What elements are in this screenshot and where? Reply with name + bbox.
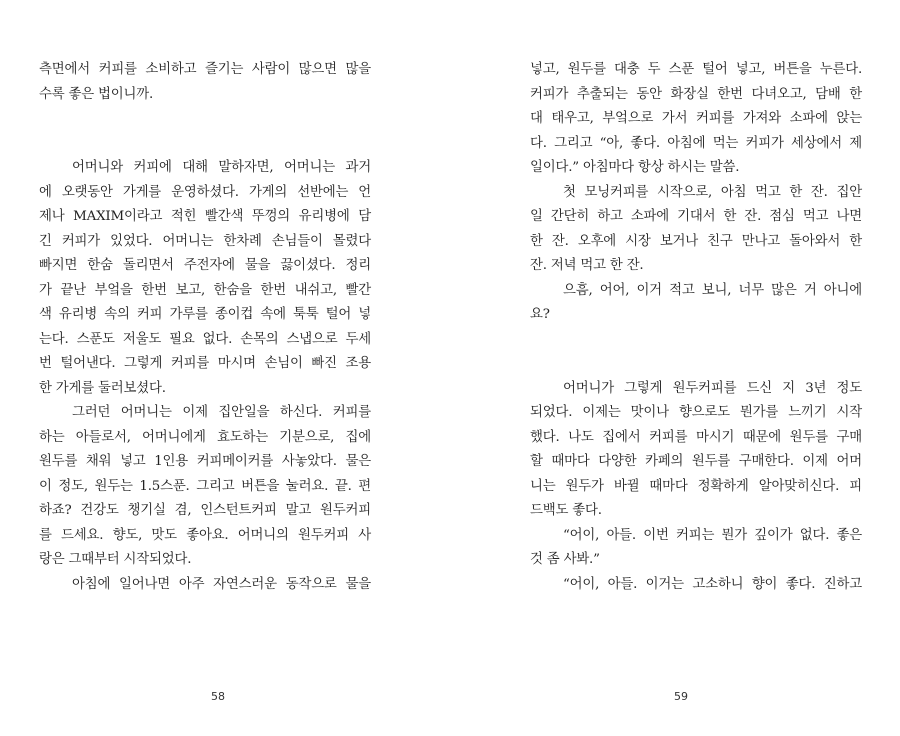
text-line: 측면에서 커피를 소비하고 즐기는 사람이 많으면 많을 [39, 62, 371, 77]
text-line: 는다. 스푼도 저울도 필요 없다. 손목의 스냅으로 두세 [39, 331, 371, 347]
text-line: 되었다. 이제는 맛이나 향으로도 뭔가를 느끼기 시작 [530, 405, 862, 420]
text-line [530, 352, 862, 377]
text-line: 아침에 일어나면 아주 자연스러운 동작으로 물을 [72, 576, 371, 592]
text-line: 빠지면 한숨 돌리면서 주전자에 물을 끓이셨다. 정리 [39, 258, 371, 273]
text-line: 드백도 좋다. [530, 503, 602, 518]
text-line: 가 끝난 부엌을 한번 보고, 한숨을 한번 내쉬고, 빨간 [39, 282, 371, 298]
text-line: 할 때마다 다양한 카페의 원두를 구매한다. 이제 어머 [530, 454, 862, 469]
text-line: 한 가게를 둘러보셨다. [39, 380, 166, 396]
text-line: 커피가 추출되는 동안 화장실 한번 다녀오고, 담배 한 [530, 86, 862, 102]
right-page-number: 59 [674, 690, 688, 703]
text-line [530, 328, 862, 353]
text-line: 다. 그리고 “아, 좋다. 아침에 먹는 커피가 세상에서 제 [530, 135, 862, 151]
text-line: 에 오랫동안 가게를 운영하셨다. 가게의 선반에는 언 [39, 184, 371, 200]
text-line: 것 좀 사봐.” [530, 552, 600, 567]
text-line: 으흠, 어어, 이거 적고 보니, 너무 많은 거 아니에 [563, 282, 862, 298]
text-line: 넣고, 원두를 대충 두 스푼 털어 넣고, 버튼을 누른다. [530, 62, 862, 77]
text-line: 원두를 채워 넣고 1인용 커피메이커를 사놓았다. 물은 [39, 454, 371, 469]
text-line: “어이, 아들. 이번 커피는 뭔가 깊이가 없다. 좋은 [563, 527, 862, 543]
text-line: 를 드세요. 향도, 맛도 좋아요. 어머니의 원두커피 사 [39, 527, 371, 543]
text-line: 수록 좋은 법이니까. [39, 86, 154, 102]
text-line: 한 잔. 오후에 시장 보거나 친구 만나고 돌아와서 한 [530, 233, 862, 249]
text-line: 랑은 그때부터 시작되었다. [39, 552, 192, 567]
text-line: 첫 모닝커피를 시작으로, 아침 먹고 한 잔. 집안 [563, 184, 862, 200]
text-line: 요? [530, 307, 550, 322]
text-line [39, 132, 371, 157]
text-line: 일이다.” 아침마다 항상 하시는 말씀. [530, 160, 740, 175]
text-line: 이 정도, 원두는 1.5스푼. 그리고 버튼을 눌러요. 끝. 편 [39, 478, 371, 494]
text-line: 제나 MAXIM이라고 적힌 빨간색 뚜껑의 유리병에 담 [39, 209, 371, 224]
text-line: 잔. 저녁 먹고 한 잔. [530, 258, 644, 273]
text-line: 하죠? 건강도 챙기실 겸, 인스턴트커피 말고 원두커피 [39, 503, 371, 518]
text-line: 그러던 어머니는 이제 집안일을 하신다. 커피를 [72, 405, 371, 420]
text-line [39, 107, 371, 132]
text-line: 하는 아들로서, 어머니에게 효도하는 기분으로, 집에 [39, 429, 371, 445]
text-line: “어이, 아들. 이거는 고소하니 향이 좋다. 진하고 [563, 576, 862, 592]
left-page-number: 58 [211, 690, 225, 703]
text-line: 했다. 나도 집에서 커피를 마시기 때문에 원두를 구매 [530, 429, 862, 445]
text-line: 긴 커피가 있었다. 어머니는 한차례 손님들이 몰렸다 [39, 233, 371, 249]
text-line: 어머니와 커피에 대해 말하자면, 어머니는 과거 [72, 160, 371, 175]
left-page [39, 58, 371, 597]
text-line: 일 간단히 하고 소파에 기대서 한 잔. 점심 먹고 나면 [530, 209, 862, 224]
text-line: 대 태우고, 부엌으로 가서 커피를 가져와 소파에 앉는 [530, 111, 862, 126]
text-line: 니는 원두가 바뀔 때마다 정확하게 알아맞히신다. 피 [530, 478, 862, 494]
right-page [530, 58, 862, 597]
text-line: 번 털어낸다. 그렇게 커피를 마시며 손님이 빠진 조용 [39, 356, 371, 371]
text-line: 색 유리병 속의 커피 가루를 종이컵 속에 툭툭 털어 넣 [39, 307, 371, 322]
text-line: 어머니가 그렇게 원두커피를 드신 지 3년 정도 [563, 380, 862, 396]
